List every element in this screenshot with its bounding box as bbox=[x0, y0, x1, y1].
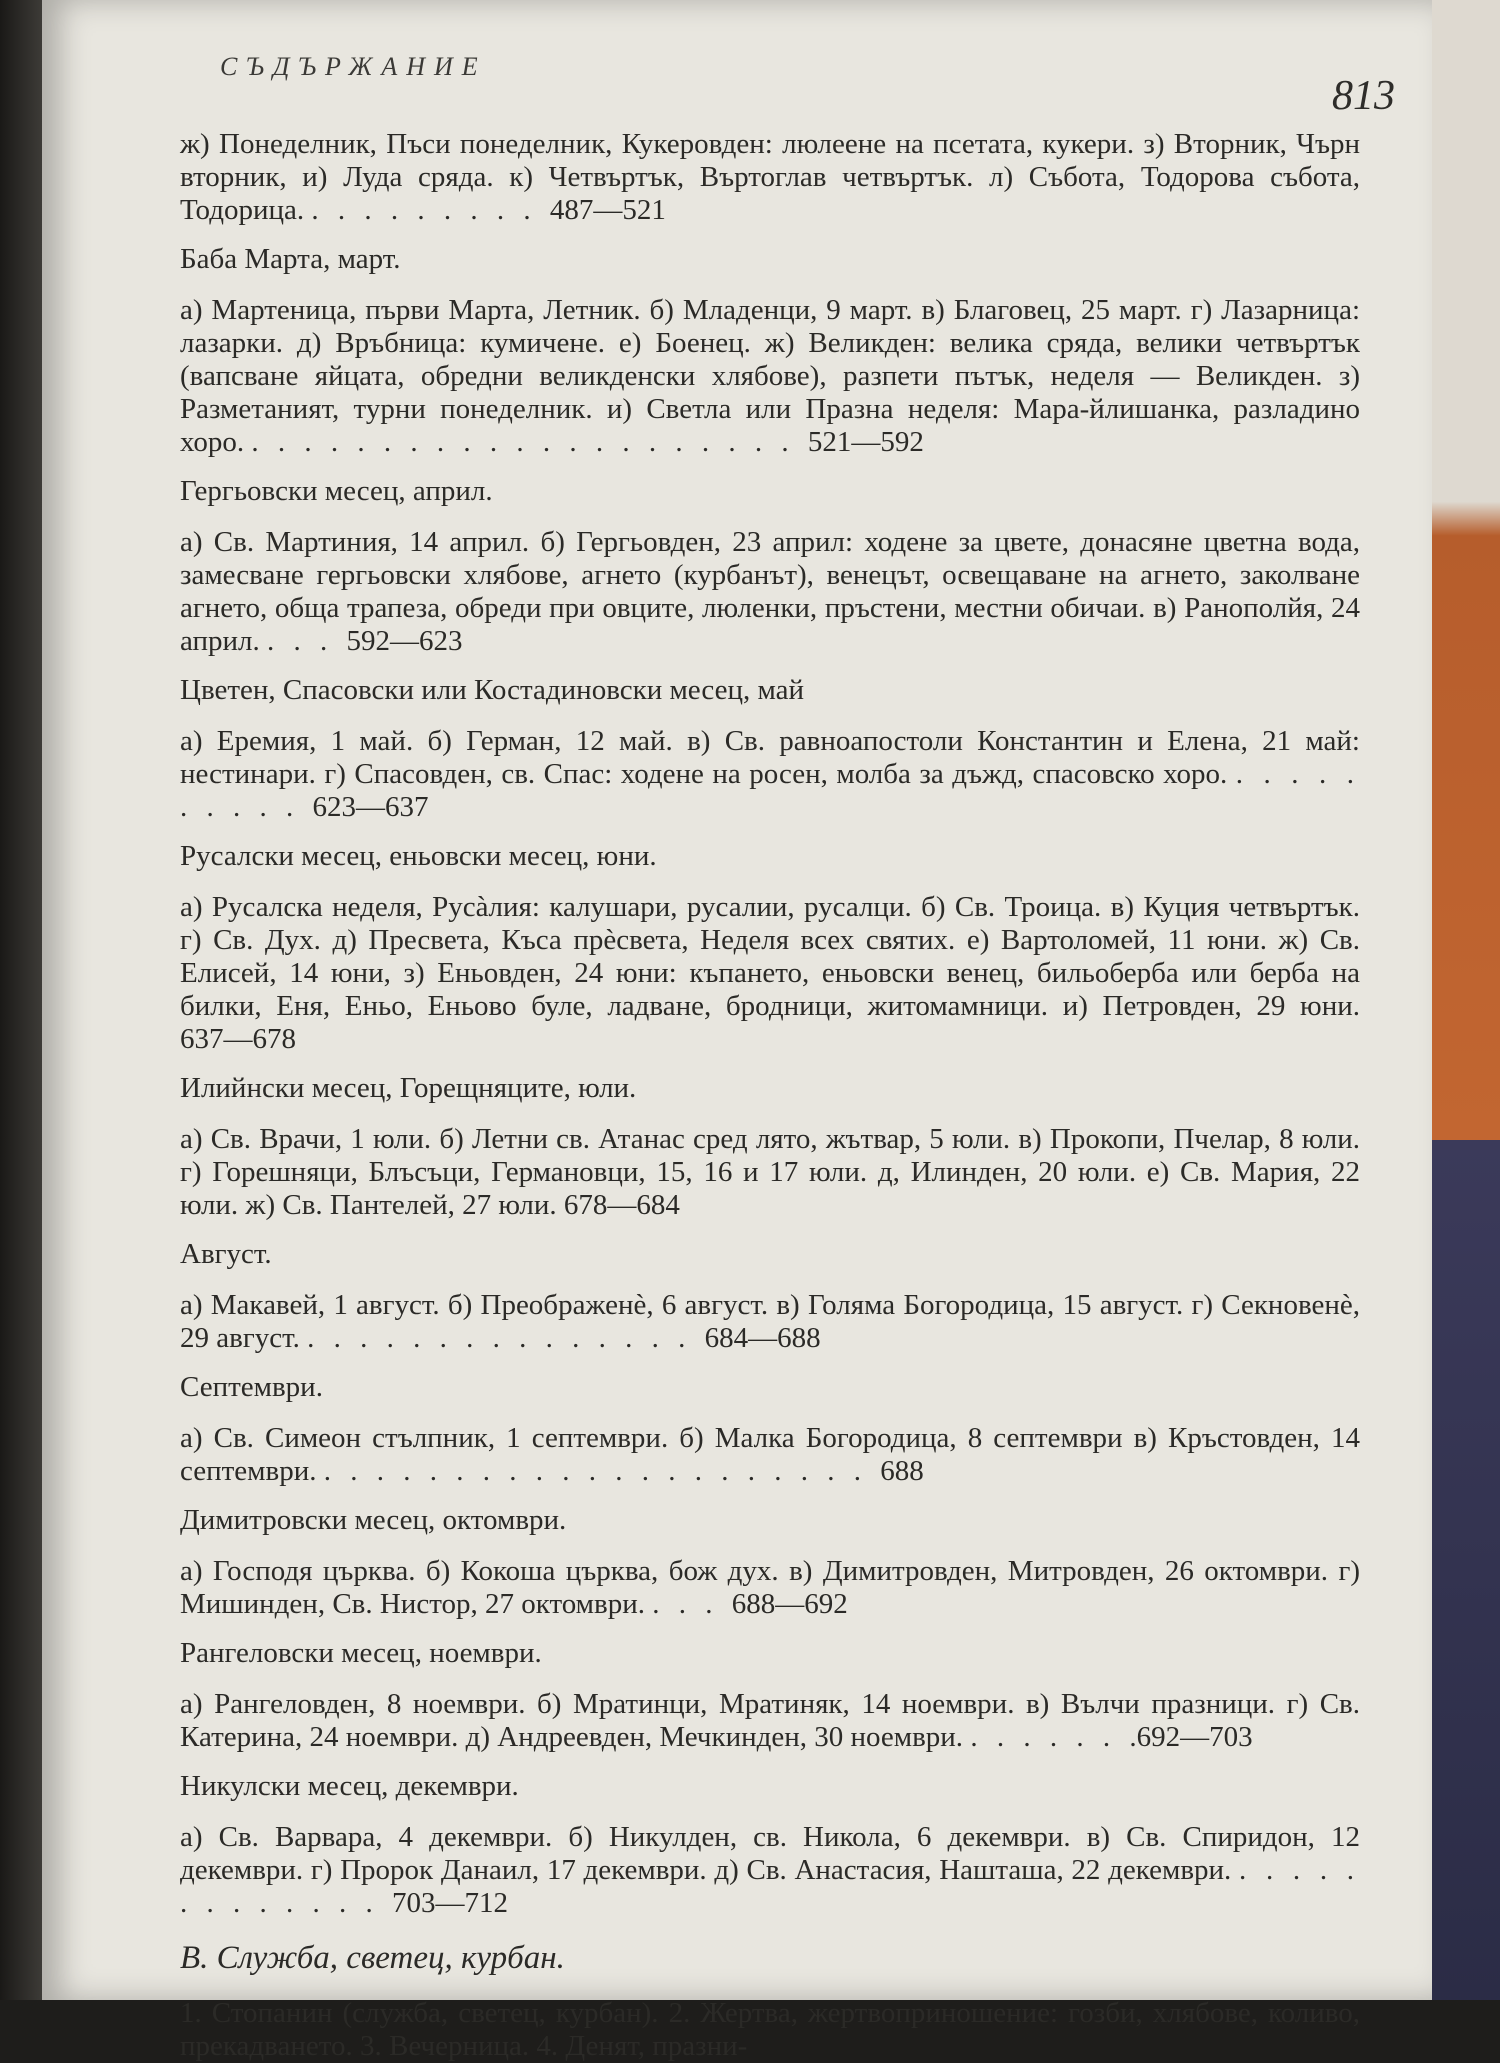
page-range: 703—712 bbox=[392, 1887, 508, 1919]
page-range: 688—692 bbox=[731, 1588, 848, 1620]
background-orange-object bbox=[1432, 0, 1500, 1140]
entry-text: а) Еремия, 1 май. б) Герман, 12 май. в) Св. равноапостоли Константин и Елена, 21 май: нестинари. г) Спасовден, св. Спас: ходене на росен, молба за дъжд, спасовско хоро. . . . . . . . . . . 623—637 bbox=[180, 725, 1361, 823]
entry-heading: Август. bbox=[180, 1238, 272, 1270]
entry-heading: Гергьовски месец, април. bbox=[180, 475, 493, 507]
toc-entry-april bbox=[180, 475, 1360, 658]
entry-heading: Никулски месец, декември. bbox=[180, 1770, 519, 1802]
entry-heading: Баба Марта, март. bbox=[180, 243, 401, 275]
leader-dots: . . . bbox=[652, 1588, 732, 1620]
running-head: СЪДЪРЖАНИЕ bbox=[220, 52, 487, 81]
page-range: 487—521 bbox=[549, 194, 666, 226]
leader-dots: . . . . . . . . . . . . . . . bbox=[307, 1322, 705, 1354]
leader-dots: . . . . . . bbox=[970, 1721, 1130, 1753]
toc-entry-december bbox=[180, 1770, 1360, 1920]
entry-text: а) Макавей, 1 август. б) Преображенè, 6 август. в) Голяма Богородица, 15 август. г) Секновенè, 29 август. . . . . . . . . . . . . . . . 684—688 bbox=[180, 1289, 1360, 1354]
page-range: 678—684 bbox=[563, 1189, 680, 1221]
page-number: 813 bbox=[1332, 73, 1395, 119]
page-range: 592—623 bbox=[346, 625, 463, 657]
entry-text: а) Св. Варвара, 4 декември. б) Никулден, св. Никола, 6 декември. в) Св. Спиридон, 12 декември. г) Пророк Данаил, 17 декември. д) Св. Анастасия, Нашташа, 22 декември. . . . . . . . . . . . . . 703—712 bbox=[180, 1821, 1361, 1919]
entry-text: а) Св. Симеон стълпник, 1 септември. б) Малка Богородица, 8 септември в) Кръстовден, 14 септември. . . . . . . . . . . . . . . . . . . . . . 688 bbox=[180, 1422, 1360, 1487]
leader-dots: . . . . . . . . . . . . . . . . . . . . . bbox=[251, 426, 808, 458]
book-gutter-shadow bbox=[0, 0, 42, 2000]
toc-entry-august bbox=[180, 1238, 1360, 1355]
leader-dots: . . . . . . . . . . bbox=[180, 758, 1361, 823]
entry-text: а) Мартеница, първи Марта, Летник. б) Младенци, 9 март. в) Благовец, 25 март. г) Лазарница: лазарки. д) Връбница: кумичене. е) Боенец. ж) Великден: велика сряда, велики четвъртък (вапсване яйцата, обредни великденски хлябове), разпети пътък, неделя — Великден. з) Разметаният, турни понеделник. и) Светла или Празна неделя: Мара-йлишанка, разладино хоро. . . . . . . . . . . . . . . . . . . . . . 521—592 bbox=[180, 294, 1360, 458]
toc-entry-july bbox=[180, 1072, 1360, 1222]
page-range: 637—678 bbox=[180, 1023, 296, 1055]
toc-entry-may bbox=[180, 674, 1360, 824]
leader-dots: . . . bbox=[267, 625, 347, 657]
toc-entry-june bbox=[180, 840, 1360, 1056]
page-range: 623—637 bbox=[312, 791, 429, 823]
toc-entry-march bbox=[180, 243, 1360, 459]
entry-heading: Илийнски месец, Горещняците, юли. bbox=[180, 1072, 637, 1104]
page-range: .692—703 bbox=[1129, 1721, 1253, 1753]
entry-heading: Рангеловски месец, ноември. bbox=[180, 1637, 542, 1669]
entry-text: ж) Понеделник, Пъси понеделник, Кукеровден: люлеене на псетата, кукери. з) Вторник, Чърн вторник, и) Луда сряда. к) Четвъртък, Въртоглав четвъртък. л) Събота, Тодорова събота, Тодорица. . . . . . . . . . 487—521 bbox=[180, 128, 1360, 226]
entry-text: а) Св. Врачи, 1 юли. б) Летни св. Атанас сред лято, жътвар, 5 юли. в) Прокопи, Пчелар, 8 юли. г) Горешняци, Блъсъци, Германовци, 15, 16 и 17 юли. д, Илинден, 20 юли. е) Св. Мария, 22 юли. ж) Св. Пантелей, 27 юли. 678—684 bbox=[180, 1123, 1360, 1221]
entry-heading: Септември. bbox=[180, 1371, 323, 1403]
toc-entry-september bbox=[180, 1371, 1360, 1488]
entry-heading: Русалски месец, еньовски месец, юни. bbox=[180, 840, 657, 872]
toc-entry-november bbox=[180, 1637, 1360, 1754]
page-range: 521—592 bbox=[807, 426, 924, 458]
page-range: 684—688 bbox=[704, 1322, 821, 1354]
leader-dots: . . . . . . . . . bbox=[311, 194, 550, 226]
section-text: 1. Стопанин (служба, светец, курбан). 2. Жертва, жертвоприношение: гозби, хлябове, коливо, прекадването. 3. Вечерница. 4. Денят, празни- bbox=[180, 1997, 1360, 2062]
entry-text: а) Господя църква. б) Кокоша църква, бож дух. в) Димитровден, Митровден, 26 октомври. г) Мишинден, Св. Нистор, 27 октомври. . . . 688—692 bbox=[180, 1555, 1360, 1620]
toc-entry-october bbox=[180, 1504, 1360, 1621]
page-range: 688 bbox=[880, 1455, 924, 1487]
entry-heading: Цветен, Спасовски или Костадиновски месец, май bbox=[180, 674, 805, 706]
leader-dots: . . . . . . . . . . . . . . . . . . . . . bbox=[323, 1455, 881, 1487]
entry-heading: Димитровски месец, октомври. bbox=[180, 1504, 567, 1536]
entry-text: а) Русалска неделя, Русàлия: калушари, русалии, русалци. б) Св. Троица. в) Куция четвъртък. г) Св. Дух. д) Пресвета, Къса прèсвета, Неделя всех святих. е) Вартоломей, 11 юни. ж) Св. Елисей, 14 юни, з) Еньовден, 24 юни: къпането, еньовски венец, бильоберба или берба на билки, Еня, Еньо, Еньово буле, ладване, бродници, житомамници. и) Петровден, 29 юни. 637—678 bbox=[180, 891, 1360, 1055]
leader-dots: . . . . . . . . . . . . . bbox=[180, 1854, 1361, 1919]
section-title: В. Служба, светец, курбан. bbox=[180, 1940, 565, 1976]
entry-text: а) Св. Мартиния, 14 април. б) Гергьовден, 23 април: ходене за цвете, донасяне цветна вода, замесване гергьовски хлябове, агнето (курбанът), венецът, освещаване на агнето, заколване агнето, обща трапеза, обреди при овците, люленки, пръстени, местни обичаи. в) Ранополйя, 24 април. . . . 592—623 bbox=[180, 526, 1360, 657]
toc-entry-week-days bbox=[180, 128, 1360, 227]
entry-text: а) Рангеловден, 8 ноември. б) Мратинци, Мратиняк, 14 ноември. в) Вълчи празници. г) Св. Катерина, 24 ноември. д) Андреевден, Мечкинден, 30 ноември. . . . . . . .692—703 bbox=[180, 1688, 1360, 1753]
background-navy-object bbox=[1432, 1140, 1500, 2000]
table-of-contents bbox=[180, 128, 1360, 2063]
